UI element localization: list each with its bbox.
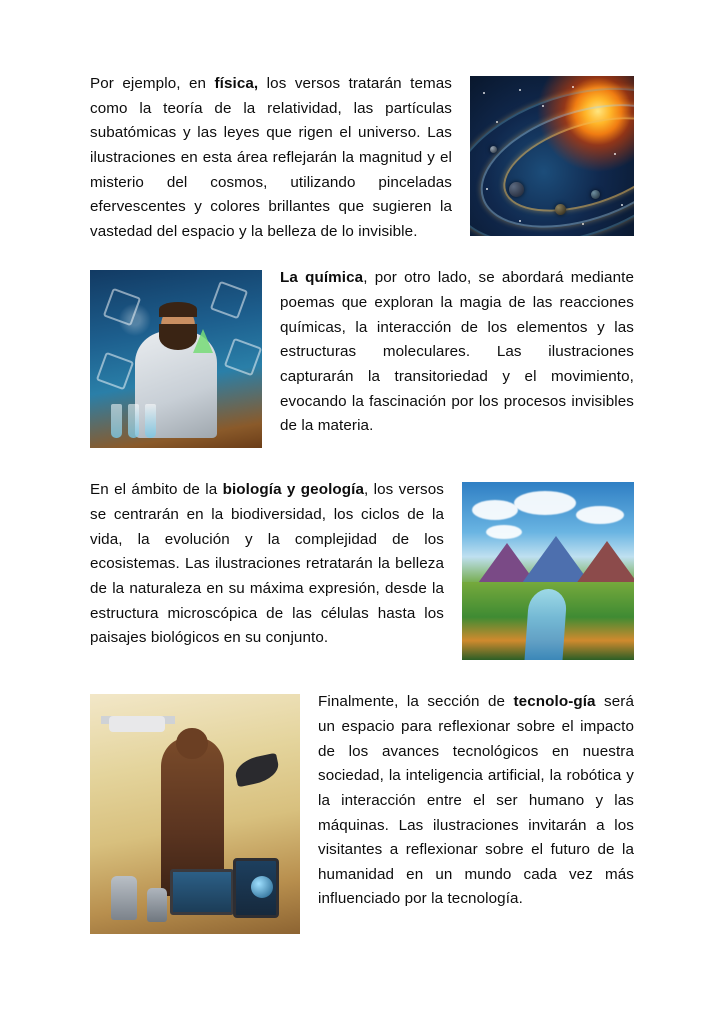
test-tube-icon [145, 404, 156, 438]
section-tecnologia [90, 690, 634, 942]
beard-shape [159, 324, 197, 351]
flask-icon [193, 329, 213, 353]
orbit-ring-outer [470, 76, 634, 236]
section-biologia-geologia [90, 478, 634, 668]
paragraph-biologia: En el ámbito de la biología y geología, los versos se centrarán en la biodiversidad, los ciclos de la vida, la evolución y la complejidad de los ecosistemas. Las ilustraciones retratarán la belleza de la naturaleza en su máxima expresión, desde la estructura microscópica de las células hasta los paisajes biológicos en su conjunto. [90, 481, 444, 647]
drone-icon [109, 716, 165, 732]
figure-cosmos-illustration [470, 76, 634, 236]
hair-shape [159, 302, 197, 316]
paragraph-quimica: La química, por otro lado, se abordará mediante poemas que exploran la magia de las reacciones químicas, la interacción de los elementos y las estructuras moleculares. Las ilustraciones capturarán la transitoriedad y el movimiento, evocando la fascinación por los procesos invisibles de la materia. [280, 269, 634, 435]
river-shape [525, 589, 568, 660]
paragraph-fisica: Por ejemplo, en física, los versos tratarán temas como la teoría de la relatividad, las partículas subatómicas y las leyes que rigen el universo. Las ilustraciones en esta área reflejarán la magnitud y el misterio del cosmos, utilizando pinceladas efervescentes y colores brillantes que sugieren la vastedad del espacio y la belleza de lo invisible. [90, 75, 452, 240]
section-fisica [90, 72, 634, 244]
planet-icon [509, 182, 524, 197]
laptop-icon [170, 869, 234, 915]
planet-icon [591, 190, 600, 199]
figure-chemist-illustration [90, 270, 262, 448]
person-head-shape [176, 728, 208, 759]
test-tube-icon [111, 404, 122, 438]
robot-icon [147, 888, 167, 922]
bird-icon [233, 752, 281, 787]
test-tube-icon [128, 404, 139, 438]
paragraph-tecnologia: Finalmente, la sección de tecnolo-gía será un espacio para reflexionar sobre el impacto de los avances tecnológicos en nuestra sociedad, la inteligencia artificial, la robótica y la interacción entre el ser humano y las máquinas. Las ilustraciones invitarán a los visitantes a reflexionar sobre el futuro de la humanidad en un mundo cada vez más influenciado por la tecnología. [318, 693, 634, 908]
robot-icon [111, 876, 137, 920]
figure-landscape-illustration [462, 482, 634, 660]
figure-technology-illustration [90, 694, 300, 934]
orb-icon [251, 876, 273, 898]
section-quimica [90, 266, 634, 456]
